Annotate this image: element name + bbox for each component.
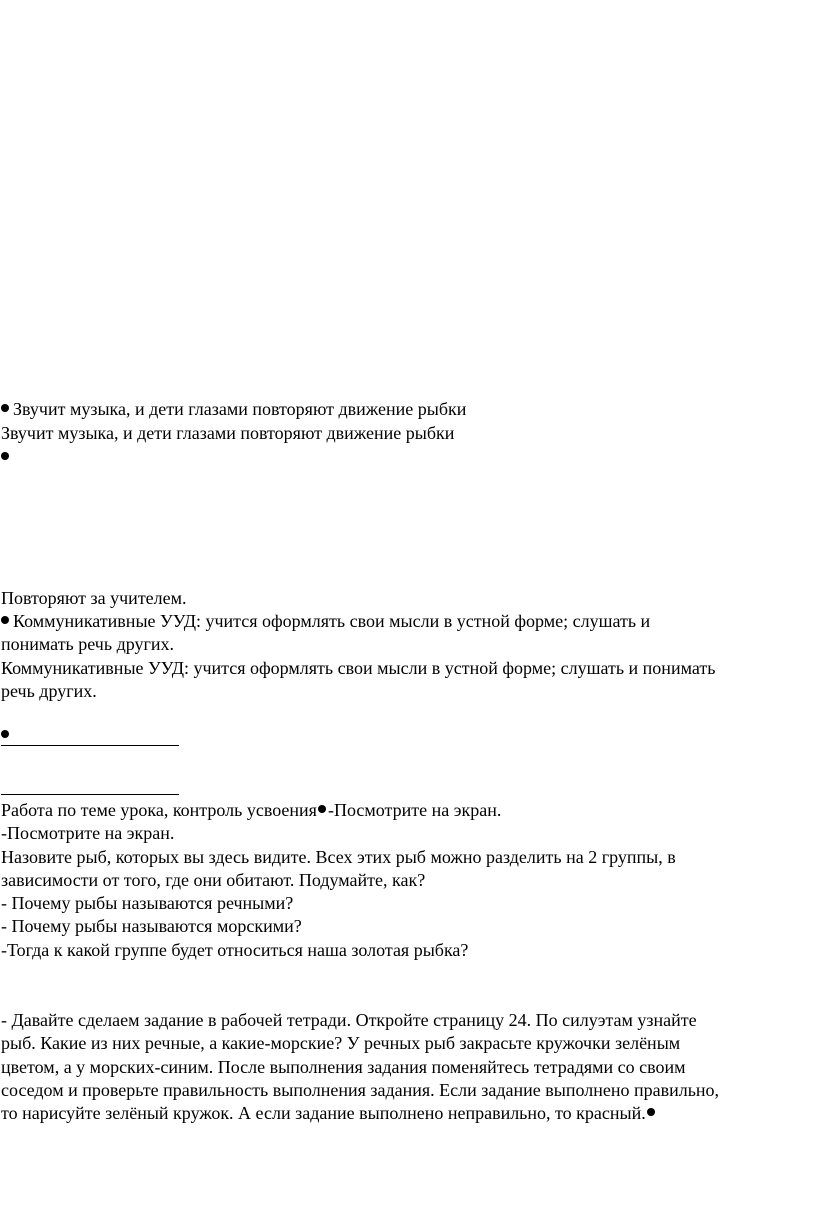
text-line-question-goldfish: -Тогда к какой группе будет относиться наша золотая рыбка? xyxy=(1,940,469,960)
bullet-icon xyxy=(1,404,9,412)
bullet-line-empty-1 xyxy=(1,446,13,468)
bullet-icon xyxy=(1,616,9,624)
text-line-communicative-2-cont: речь других. xyxy=(1,681,97,701)
text-line-task-2: рыб. Какие из них речные, а какие-морские? У речных рыб закрасьте кружочки зелёным xyxy=(1,1033,681,1053)
text-line-question-river: - Почему рыбы называются речными? xyxy=(1,893,294,913)
text-line-music: Звучит музыка, и дети глазами повторяют движение рыбки xyxy=(1,423,455,443)
text-line-communicative-cont: понимать речь других. xyxy=(1,634,175,654)
bullet-line-empty-2 xyxy=(1,724,13,746)
text-line-name-fish-cont: зависимости от того, где они обитают. Подумайте, как? xyxy=(1,870,426,890)
text-look-screen-inline: -Посмотрите на экран. xyxy=(327,800,502,820)
bullet-icon xyxy=(318,805,326,813)
horizontal-rule xyxy=(1,745,179,746)
bullet-icon xyxy=(1,730,9,738)
text-line-lesson-work xyxy=(1,799,501,821)
text-line-repeat: Повторяют за учителем. xyxy=(1,588,187,608)
text-line-communicative-2: Коммуникативные УУД: учится оформлять свои мысли в устной форме; слушать и понимать xyxy=(1,658,716,678)
text-line-task-3: цветом, а у морских-синим. После выполнения задания поменяйтесь тетрадями со своим xyxy=(1,1057,686,1077)
bullet-icon xyxy=(1,452,9,460)
text-task-end: то нарисуйте зелёный кружок. А если задание выполнено неправильно, то красный. xyxy=(1,1103,646,1123)
text-line-look-screen: -Посмотрите на экран. xyxy=(1,823,175,843)
text-line-name-fish: Назовите рыб, которых вы здесь видите. Всех этих рыб можно разделить на 2 группы, в xyxy=(1,847,676,867)
bullet-line-music xyxy=(1,398,466,420)
text-line-question-sea: - Почему рыбы называются морскими? xyxy=(1,916,302,936)
horizontal-rule xyxy=(1,794,179,795)
text-line-task-4: соседом и проверьте правильность выполнения задания. Если задание выполнено правильно, xyxy=(1,1080,720,1100)
bullet-icon xyxy=(647,1108,655,1116)
text-lesson-work: Работа по теме урока, контроль усвоения xyxy=(1,800,317,820)
bullet-line-communicative xyxy=(1,610,650,632)
text-line-task-5 xyxy=(1,1102,657,1124)
text-line-task-1: - Давайте сделаем задание в рабочей тетради. Откройте страницу 24. По силуэтам узнайте xyxy=(1,1010,697,1030)
text-music-1: Звучит музыка, и дети глазами повторяют движение рыбки xyxy=(13,399,467,419)
text-communicative-1: Коммуникативные УУД: учится оформлять свои мысли в устной форме; слушать и xyxy=(13,611,651,631)
